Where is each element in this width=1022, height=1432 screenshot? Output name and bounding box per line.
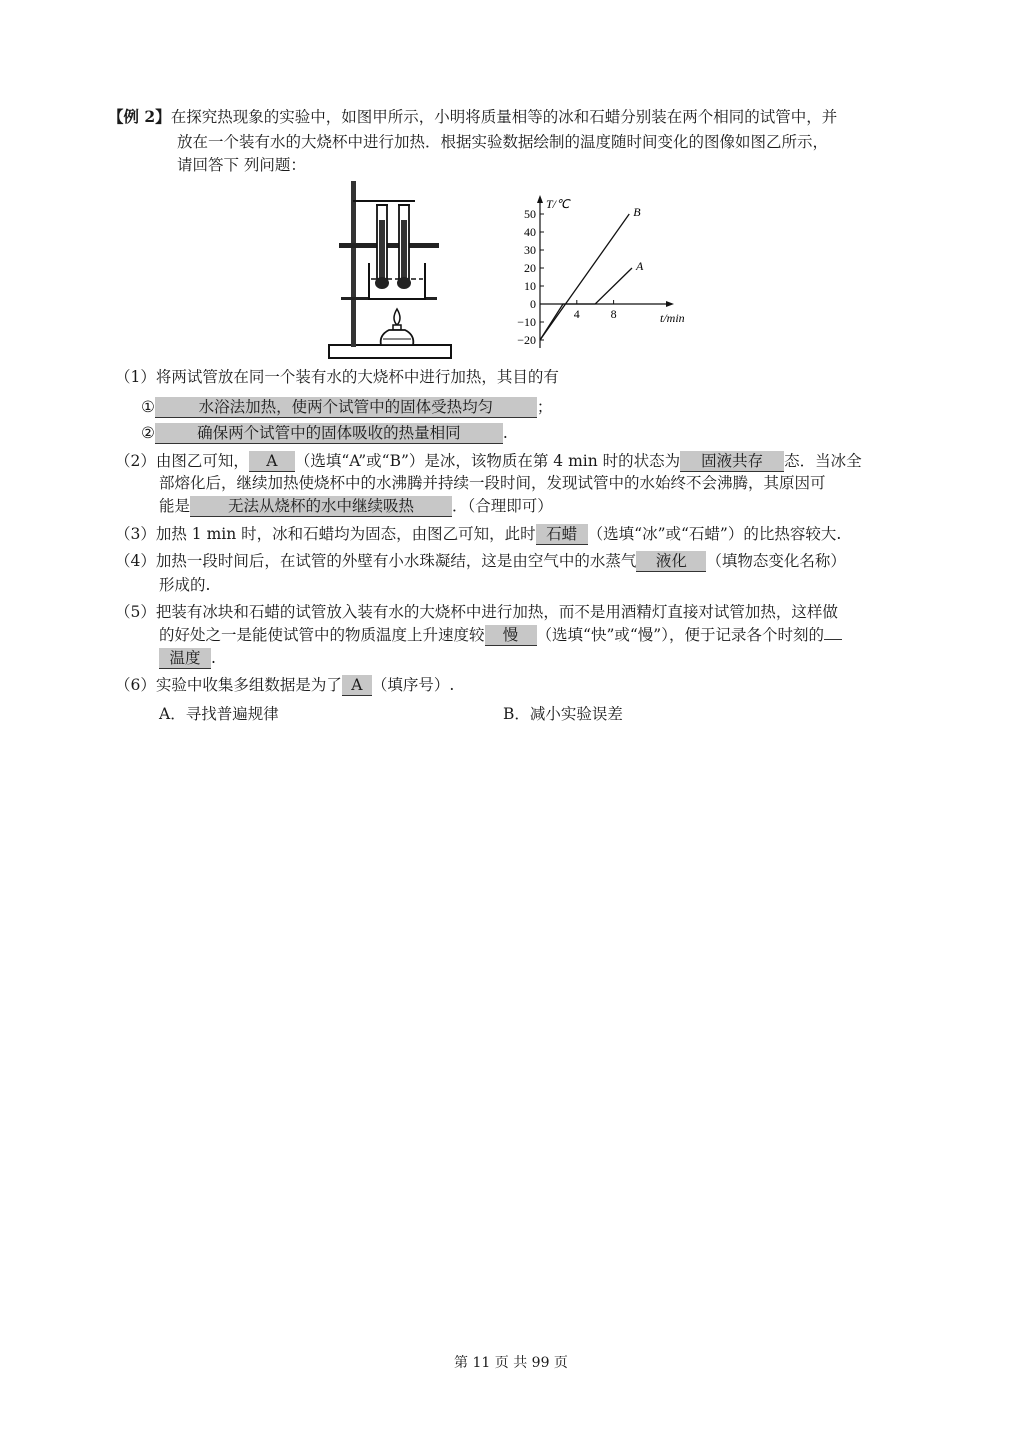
- q5-line2: 的好处之一是能使试管中的物质温度上升速度较 慢 （选填“快”或“慢”），便于记录各个时刻的: [159, 624, 842, 646]
- q2-answer-a: A: [249, 451, 295, 472]
- q2-line1: （2）由图乙可知， A （选填“A”或“B”）是冰，该物质在第 4 min 时的状态为 固液共存 态．当冰全: [115, 452, 862, 470]
- q2-line3: 能是 无法从烧杯的水中继续吸热 ．（合理即可）: [159, 497, 553, 515]
- y-tick-label: 40: [524, 225, 536, 239]
- q5-line3: 温度 .: [159, 647, 216, 669]
- y-axis-label: T/℃: [546, 197, 570, 211]
- q1-answer1: 水浴法加热，使两个试管中的固体受热均匀: [155, 397, 537, 418]
- q1-answer1-line: ① 水浴法加热，使两个试管中的固体受热均匀 ；: [141, 398, 553, 416]
- q2-answer-state: 固液共存: [680, 451, 784, 472]
- y-tick-label: 30: [524, 243, 536, 257]
- q2-line2: 部熔化后，继续加热使烧杯中的水沸腾并持续一段时间，发现试管中的水始终不会沸腾，其原因可: [159, 474, 826, 492]
- q5-answer-speed: 慢: [485, 625, 537, 646]
- q2-answer-reason: 无法从烧杯的水中继续吸热: [190, 496, 452, 517]
- q1-answer2: 确保两个试管中的固体吸收的热量相同: [155, 423, 503, 444]
- q5-answer-temp: 温度: [159, 648, 211, 669]
- y-tick-label: 20: [524, 261, 536, 275]
- series-label-b: B: [633, 205, 641, 219]
- q4-line1: （4）加热一段时间后，在试管的外壁有小水珠凝结，这是由空气中的水蒸气 液化 （填物态变化名称）: [115, 552, 846, 570]
- x-tick-label: 8: [610, 307, 617, 321]
- q4-line2: 形成的.: [159, 576, 211, 594]
- q4-answer: 液化: [636, 551, 706, 572]
- question-stem-line2: 放在一个装有水的大烧杯中进行加热．根据实验数据绘制的温度随时间变化的图像如图乙所示，: [177, 133, 829, 151]
- q5-line1: （5）把装有冰块和石蜡的试管放入装有水的大烧杯中进行加热，而不是用酒精灯直接对试管加热，这样做: [115, 603, 838, 621]
- y-tick-label: −10: [517, 315, 536, 329]
- q6-option-a: A．寻找普遍规律: [159, 705, 279, 723]
- series-label-a: A: [636, 259, 644, 273]
- q3-line: （3）加热 1 min 时，冰和石蜡均为固态，由图乙可知，此时 石蜡 （选填“冰”或“石蜡”）的比热容较大.: [115, 525, 842, 543]
- x-tick-label: 4: [573, 307, 580, 321]
- y-tick-label: 10: [524, 279, 536, 293]
- question-tag: 【例 2】: [108, 107, 171, 126]
- q3-answer: 石蜡: [536, 524, 588, 545]
- series-line-b: [540, 214, 629, 340]
- apparatus-figure: [325, 175, 455, 367]
- y-tick-label: 50: [524, 207, 536, 221]
- q6-option-b: B．减小实验误差: [503, 705, 623, 723]
- q6-line: （6）实验中收集多组数据是为了 A （填序号）.: [115, 676, 455, 694]
- y-tick-label: 0: [530, 297, 536, 311]
- q1-stem: （1）将两试管放在同一个装有水的大烧杯中进行加热，其目的有: [115, 368, 559, 386]
- y-tick-label: −20: [517, 333, 536, 347]
- question-stem-line3: 请回答下 列问题：: [177, 156, 306, 174]
- x-axis-label: t/min: [660, 311, 685, 325]
- q6-answer: A: [342, 675, 372, 696]
- question-stem-line1: 【例 2】在探究热现象的实验中，如图甲所示，小明将质量相等的冰和石蜡分别装在两个相同的试管中，并: [108, 107, 838, 126]
- page-footer: 第 11 页 共 99 页: [454, 1355, 568, 1371]
- x-axis-arrow: [666, 301, 674, 307]
- q1-answer2-line: ② 确保两个试管中的固体吸收的热量相同 .: [141, 424, 508, 442]
- temperature-time-chart: [500, 192, 700, 361]
- y-axis-arrow: [537, 195, 543, 203]
